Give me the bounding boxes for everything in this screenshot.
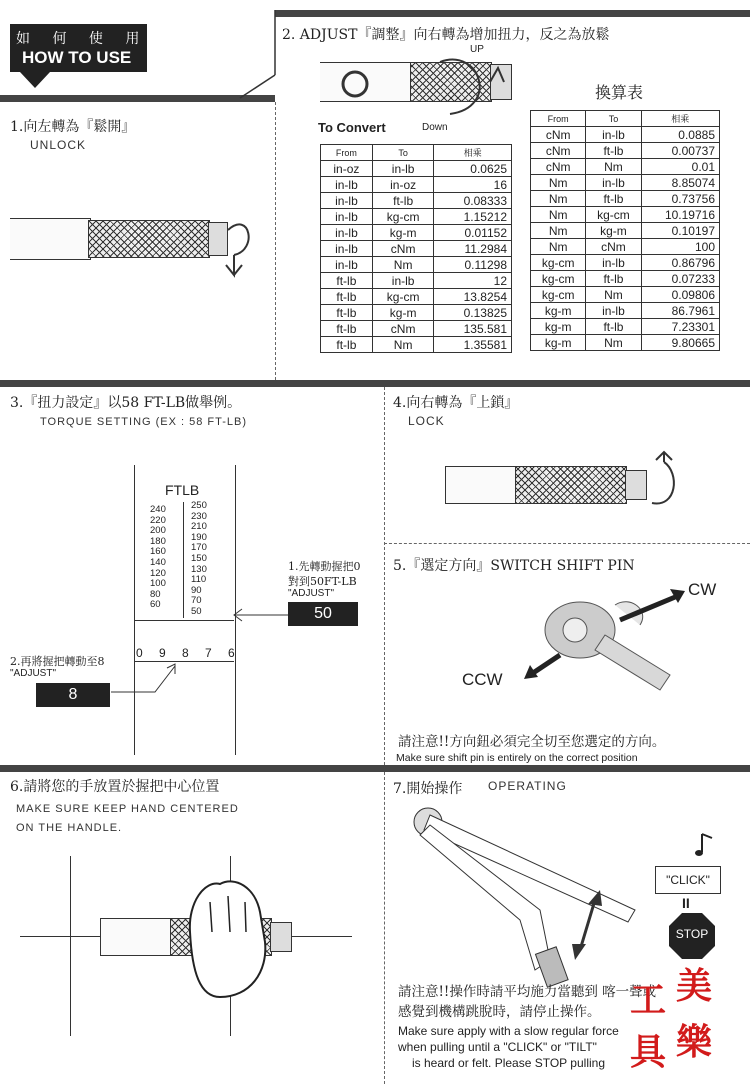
dial-number: 9	[159, 646, 166, 660]
wrench-handle	[88, 220, 210, 258]
section5-title: 5.『選定方向』SWITCH SHIFT PIN	[393, 558, 635, 574]
brand-stamp-logo	[628, 958, 726, 1078]
table-row	[321, 161, 512, 177]
operating-wrench-icon	[400, 800, 650, 990]
section5-note-en: Make sure shift pin is entirely on the correct position	[396, 752, 638, 764]
table-cell: 1.15212	[434, 209, 512, 225]
rotate-left-icon	[220, 210, 260, 280]
table-cell: in-lb	[372, 161, 434, 177]
table-row	[321, 241, 512, 257]
table-row	[321, 193, 512, 209]
table-cell: ft-lb	[586, 143, 641, 159]
table-row	[321, 257, 512, 273]
step1-line1: 1.先轉動握把0	[288, 560, 361, 573]
table-cell: ft-lb	[321, 321, 373, 337]
table-cell: kg-cm	[372, 289, 434, 305]
table-cell: 11.2984	[434, 241, 512, 257]
scale-tick-label: 120	[150, 567, 166, 579]
section7-note-zh1: 請注意!!操作時請平均施力當聽到 喀一聲或	[398, 984, 657, 1000]
table-cell: Nm	[531, 239, 586, 255]
table-cell: ft-lb	[321, 289, 373, 305]
stamp-char-4: 具	[630, 1031, 667, 1073]
table-cell: 135.581	[434, 321, 512, 337]
scale-tick-label: 210	[191, 521, 207, 533]
table-row	[531, 239, 720, 255]
hand-icon	[180, 872, 275, 1002]
badge-title-en: HOW TO USE	[22, 48, 132, 67]
table-row	[321, 321, 512, 337]
dial-number: 7	[205, 646, 212, 660]
table-cell: cNm	[372, 321, 434, 337]
scale-tick-label: 240	[150, 504, 166, 515]
table-row	[321, 209, 512, 225]
table-cell: in-lb	[586, 175, 641, 191]
table-cell: cNm	[372, 241, 434, 257]
table-cell: Nm	[372, 257, 434, 273]
hand-wrench-body	[100, 918, 172, 956]
rotate-right-icon	[420, 52, 520, 122]
table-cell: 1.35581	[434, 337, 512, 353]
table-cell: in-lb	[586, 255, 641, 271]
divider-6-7	[384, 772, 385, 1084]
table-cell: 9.80665	[641, 335, 719, 351]
top-bar	[275, 10, 750, 17]
table-row	[321, 177, 512, 193]
table-row	[321, 289, 512, 305]
table-cell: 13.8254	[434, 289, 512, 305]
dial-number: 0	[136, 646, 143, 660]
dial-number: 8	[182, 646, 189, 660]
table-cell: Nm	[531, 191, 586, 207]
cw-label: CW	[688, 580, 717, 599]
table-row	[531, 191, 720, 207]
conversion-table-title: 換算表	[595, 83, 644, 102]
table-cell: 0.08333	[434, 193, 512, 209]
section7-note-zh2: 感覺到機構跳脫時，請停止操作。	[398, 1004, 601, 1020]
divider-1-2	[275, 102, 276, 380]
corner-lines	[0, 10, 280, 102]
table-row	[531, 223, 720, 239]
scale-tick-label: 70	[191, 595, 202, 607]
table-cell: 0.09806	[641, 287, 719, 303]
dial-icon	[335, 56, 375, 106]
table-cell: ft-lb	[586, 191, 641, 207]
table-cell: ft-lb	[321, 273, 373, 289]
table-cell: in-lb	[372, 273, 434, 289]
scale-unit: FTLB	[165, 482, 200, 498]
col-header: To	[586, 111, 641, 127]
section1-subtitle: UNLOCK	[30, 138, 87, 152]
table-cell: kg-cm	[531, 255, 586, 271]
section6-sub1: MAKE SURE KEEP HAND CENTERED	[16, 803, 239, 815]
scale-tick-label: 110	[191, 574, 207, 586]
badge-title-zh: 如 何 使 用	[16, 31, 149, 47]
step2-arrow-icon	[105, 660, 180, 700]
down-label: Down	[422, 122, 448, 133]
scale-tick-label: 220	[150, 514, 166, 526]
scale-tick-label: 180	[150, 535, 166, 547]
table-cell: 16	[434, 177, 512, 193]
table-cell: 0.0625	[434, 161, 512, 177]
col-header: From	[321, 145, 373, 161]
table-row	[531, 175, 720, 191]
table-cell: in-oz	[372, 177, 434, 193]
step1-line3: "ADJUST"	[288, 588, 334, 599]
section7-note-en1: Make sure apply with a slow regular force	[398, 1024, 619, 1038]
table-cell: 0.0885	[641, 127, 719, 143]
table-cell: ft-lb	[586, 271, 641, 287]
ccw-label: CCW	[462, 670, 503, 689]
table-row	[531, 335, 720, 351]
crosshair-vertical-left	[70, 856, 71, 1036]
section7-note-en3: is heard or felt. Please STOP pulling	[412, 1056, 605, 1070]
section6-sub2: ON THE HANDLE.	[16, 822, 123, 834]
section3-title: 3.『扭力設定』以58 FT-LB做舉例。	[10, 395, 242, 411]
table-cell: kg-cm	[372, 209, 434, 225]
table-cell: in-lb	[321, 225, 373, 241]
scale-tick-label: 230	[191, 510, 207, 522]
table-cell: 12	[434, 273, 512, 289]
table-row	[531, 143, 720, 159]
table-row	[321, 305, 512, 321]
table-cell: in-lb	[321, 209, 373, 225]
table-cell: Nm	[531, 207, 586, 223]
stamp-char-3: 工	[630, 979, 667, 1021]
lock-wrench-handle	[515, 466, 627, 504]
table-cell: cNm	[586, 239, 641, 255]
table-cell: cNm	[531, 159, 586, 175]
table-cell: 100	[641, 239, 719, 255]
table-row	[531, 303, 720, 319]
section3-subtitle: TORQUE SETTING (EX : 58 FT-LB)	[40, 416, 248, 428]
table-cell: Nm	[586, 335, 641, 351]
table-cell: Nm	[586, 159, 641, 175]
table-cell: kg-m	[586, 223, 641, 239]
divider-3-4	[384, 387, 385, 765]
table-cell: ft-lb	[372, 193, 434, 209]
scale-tick-label: 150	[191, 553, 207, 564]
to-convert-label: To Convert	[318, 120, 386, 135]
conversion-table-right	[530, 110, 720, 351]
table-cell: 86.7961	[641, 303, 719, 319]
table-cell: kg-m	[531, 335, 586, 351]
table-row	[321, 337, 512, 353]
table-cell: Nm	[531, 175, 586, 191]
lower-bar	[0, 765, 750, 772]
col-header: From	[531, 111, 586, 127]
click-sign: "CLICK"	[655, 866, 721, 894]
section2-title: 2. ADJUST『調整』向右轉為增加扭力，反之為放鬆	[282, 27, 610, 43]
up-label: UP	[470, 44, 484, 55]
section7-title-en: OPERATING	[488, 779, 567, 793]
table-cell: 0.01152	[434, 225, 512, 241]
scale-tick-label: 80	[150, 588, 161, 600]
scale-tick-label: 250	[191, 500, 207, 511]
table-cell: in-lb	[321, 193, 373, 209]
table-cell: 7.23301	[641, 319, 719, 335]
col-header: To	[372, 145, 434, 161]
section6-title: 6.請將您的手放置於握把中心位置	[10, 779, 220, 795]
scale-tick-label: 100	[150, 578, 166, 590]
table-row	[531, 127, 720, 143]
table-cell: 0.13825	[434, 305, 512, 321]
step2-line2: "ADJUST"	[10, 668, 56, 679]
table-cell: 0.11298	[434, 257, 512, 273]
scale-tick-label: 170	[191, 542, 207, 554]
step2-value: 8	[36, 683, 110, 707]
table-cell: ft-lb	[321, 337, 373, 353]
scale-axis	[183, 502, 190, 618]
table-row	[321, 273, 512, 289]
table-cell: kg-m	[531, 303, 586, 319]
table-cell: in-lb	[586, 303, 641, 319]
section1-title: 1.向左轉為『鬆開』	[10, 119, 136, 135]
step1-arrow-icon	[230, 605, 290, 625]
scale-tick-label: 160	[150, 546, 166, 558]
scale-tick-label: 190	[191, 531, 207, 543]
table-cell: Nm	[586, 287, 641, 303]
scale-tick-label: 60	[150, 599, 161, 611]
table-cell: in-lb	[321, 177, 373, 193]
table-cell: ft-lb	[321, 305, 373, 321]
ratchet-head-icon	[520, 585, 695, 705]
table-cell: 0.10197	[641, 223, 719, 239]
table-cell: in-lb	[321, 241, 373, 257]
section5-note-zh: 請注意!!方向鈕必須完全切至您選定的方向。	[398, 734, 666, 750]
table-row	[321, 225, 512, 241]
table-cell: cNm	[531, 127, 586, 143]
step2-line1: 2.再將握把轉動至8	[10, 655, 105, 668]
middle-bar	[0, 380, 750, 387]
table-cell: kg-cm	[531, 287, 586, 303]
table-cell: cNm	[531, 143, 586, 159]
scale-tick-label: 130	[191, 563, 207, 575]
col-header: 相乘	[641, 111, 719, 127]
stop-sign-label: STOP	[675, 927, 709, 941]
col-header: 相乘	[434, 145, 512, 161]
music-note-icon	[694, 830, 718, 860]
stamp-char-2: 樂	[676, 1021, 713, 1063]
table-row	[531, 207, 720, 223]
section7-note-en2: when pulling until a "CLICK" or "TILT"	[398, 1040, 597, 1054]
lock-wrench-body	[445, 466, 517, 504]
stamp-char-1: 美	[676, 965, 713, 1007]
step1-line2: 對到50FT-LB	[288, 575, 357, 588]
table-row	[531, 287, 720, 303]
scale-tick-label: 200	[150, 525, 166, 537]
section7-title: 7.開始操作	[393, 781, 463, 797]
table-cell: kg-cm	[586, 207, 641, 223]
scale-tick-label: 50	[191, 606, 202, 617]
divider-4-5	[384, 543, 750, 544]
table-cell: ft-lb	[586, 319, 641, 335]
table-cell: kg-m	[372, 305, 434, 321]
table-cell: 10.19716	[641, 207, 719, 223]
table-cell: in-oz	[321, 161, 373, 177]
table-cell: 0.07233	[641, 271, 719, 287]
table-row	[531, 159, 720, 175]
table-cell: kg-m	[531, 319, 586, 335]
equals-sign: II	[682, 895, 690, 911]
dial-number: 6	[228, 646, 235, 660]
table-cell: 0.73756	[641, 191, 719, 207]
table-cell: 8.85074	[641, 175, 719, 191]
conversion-table-left	[320, 144, 512, 353]
table-cell: in-lb	[586, 127, 641, 143]
table-row	[531, 319, 720, 335]
scale-tick-label: 90	[191, 584, 202, 596]
table-row	[531, 255, 720, 271]
table-cell: 0.86796	[641, 255, 719, 271]
scale-tick-label: 140	[150, 557, 166, 568]
table-cell: Nm	[372, 337, 434, 353]
table-cell: 0.00737	[641, 143, 719, 159]
section4-subtitle: LOCK	[408, 414, 445, 428]
table-cell: in-lb	[321, 257, 373, 273]
table-cell: kg-m	[372, 225, 434, 241]
rotate-lock-icon	[642, 448, 682, 518]
table-cell: 0.01	[641, 159, 719, 175]
table-row	[531, 271, 720, 287]
section4-title: 4.向右轉為『上鎖』	[393, 395, 519, 411]
step1-value: 50	[288, 602, 358, 626]
table-cell: Nm	[531, 223, 586, 239]
table-cell: kg-cm	[531, 271, 586, 287]
wrench-body	[10, 218, 91, 260]
